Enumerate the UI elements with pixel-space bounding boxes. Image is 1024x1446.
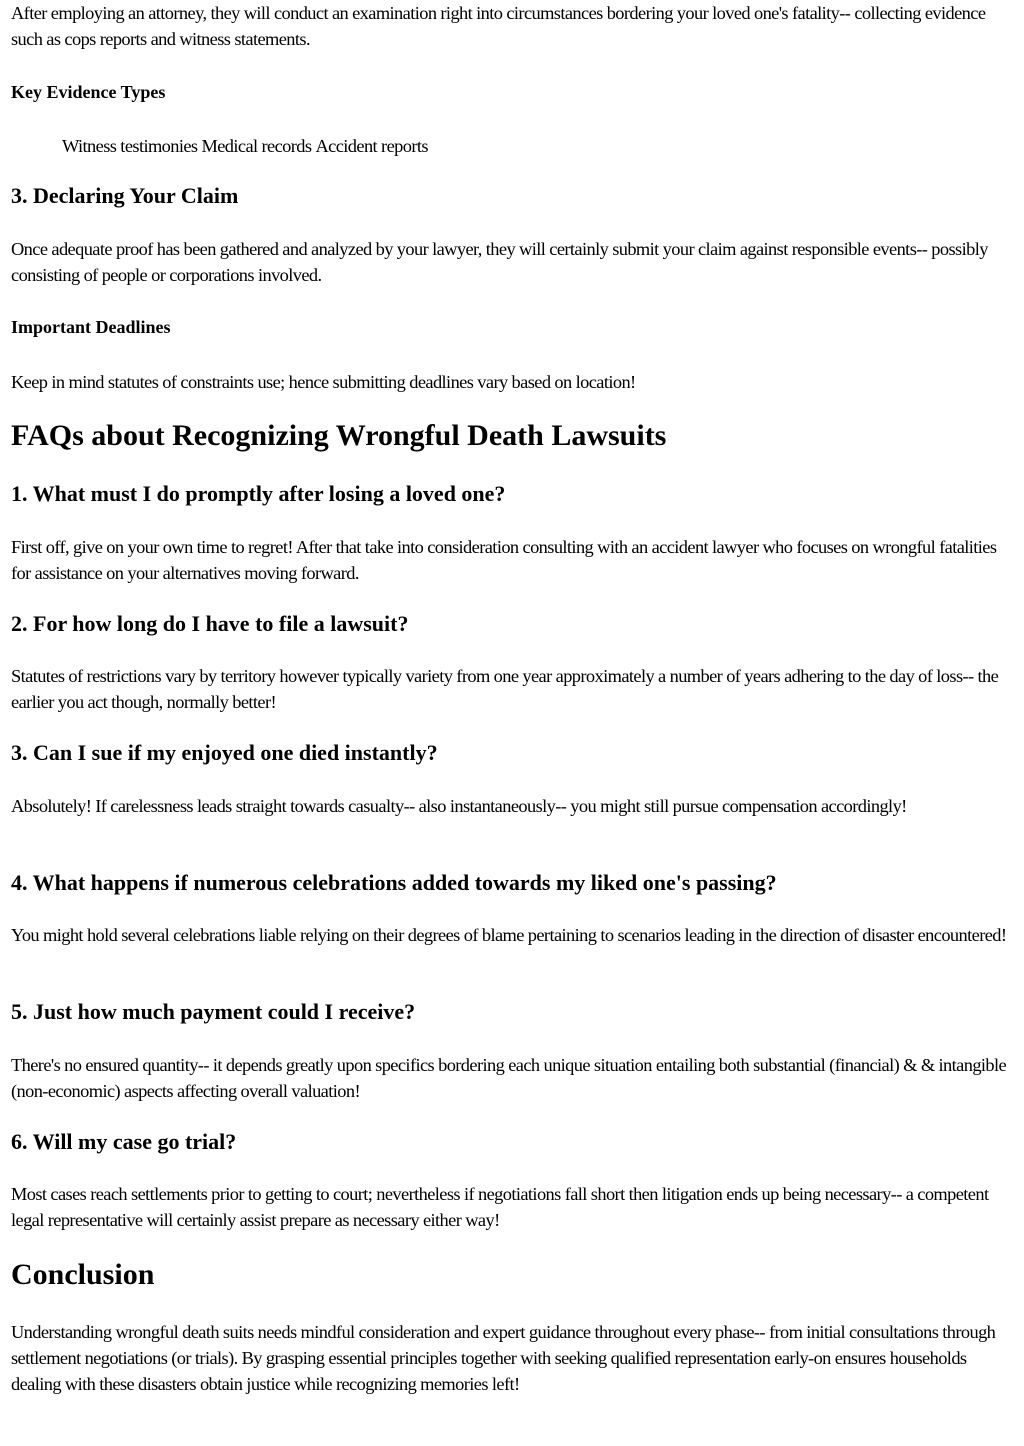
faq-answer: First off, give on your own time to regret! After that take into consideration consulting with an accident lawyer who focuses on wrongful fatalities for assistance on your alternatives moving forward. [11, 537, 997, 583]
conclusion-heading: Conclusion [11, 1258, 155, 1291]
faq-answer: You might hold several celebrations liable relying on their degrees of blame pertaining to scenarios leading in the direction of disaster encountered! [11, 925, 1007, 945]
conclusion-paragraph: Understanding wrongful death suits needs mindful consideration and expert guidance throughout every phase-- from initial consultations through settlement negotiations (or trials). By grasping essential principles together with seeking qualified representation early-on ensures households dealing with these disasters obtain justice while recognizing memories left! [11, 1322, 996, 1394]
evidence-item: Accident reports [315, 136, 428, 156]
deadlines-paragraph: Keep in mind statutes of constraints use; hence submitting deadlines vary based on location! [11, 372, 636, 392]
faq-question: 1. What must I do promptly after losing a loved one? [11, 481, 506, 506]
faq-question: 4. What happens if numerous celebrations added towards my liked one's passing? [11, 870, 777, 895]
declaring-claim-heading: 3. Declaring Your Claim [11, 183, 239, 208]
faq-answer: Statutes of restrictions vary by territory however typically variety from one year approximately a number of years adhering to the day of loss-- the earlier you act though, normally better! [11, 666, 999, 712]
faq-answer: Most cases reach settlements prior to getting to court; nevertheless if negotiations fall short then litigation ends up being necessary-- a competent legal representative will certainly assist prepare as necessary either way! [11, 1184, 989, 1230]
faqs-heading: FAQs about Recognizing Wrongful Death Lawsuits [11, 419, 667, 452]
key-evidence-heading: Key Evidence Types [11, 82, 166, 102]
declaring-claim-paragraph: Once adequate proof has been gathered and analyzed by your lawyer, they will certainly submit your claim against responsible events-- possibly consisting of people or corporations involved. [11, 239, 988, 285]
intro-paragraph: After employing an attorney, they will conduct an examination right into circumstances bordering your loved one's fatality-- collecting evidence such as cops reports and witness statements. [11, 3, 986, 49]
faq-answer: There's no ensured quantity-- it depends greatly upon specifics bordering each unique situation entailing both substantial (financial) & & intangible (non-economic) aspects affecting overall valuation! [11, 1055, 1007, 1101]
evidence-item: Witness testimonies [62, 136, 198, 156]
deadlines-heading: Important Deadlines [11, 317, 171, 337]
faq-question: 6. Will my case go trial? [11, 1129, 237, 1154]
evidence-item: Medical records [201, 136, 312, 156]
key-evidence-list [62, 133, 428, 159]
faq-question: 3. Can I sue if my enjoyed one died instantly? [11, 740, 438, 765]
faq-answer: Absolutely! If carelessness leads straight towards casualty-- also instantaneously-- you might still pursue compensation accordingly! [11, 796, 907, 816]
faq-question: 2. For how long do I have to file a lawsuit? [11, 611, 409, 636]
faq-question: 5. Just how much payment could I receive? [11, 999, 416, 1024]
